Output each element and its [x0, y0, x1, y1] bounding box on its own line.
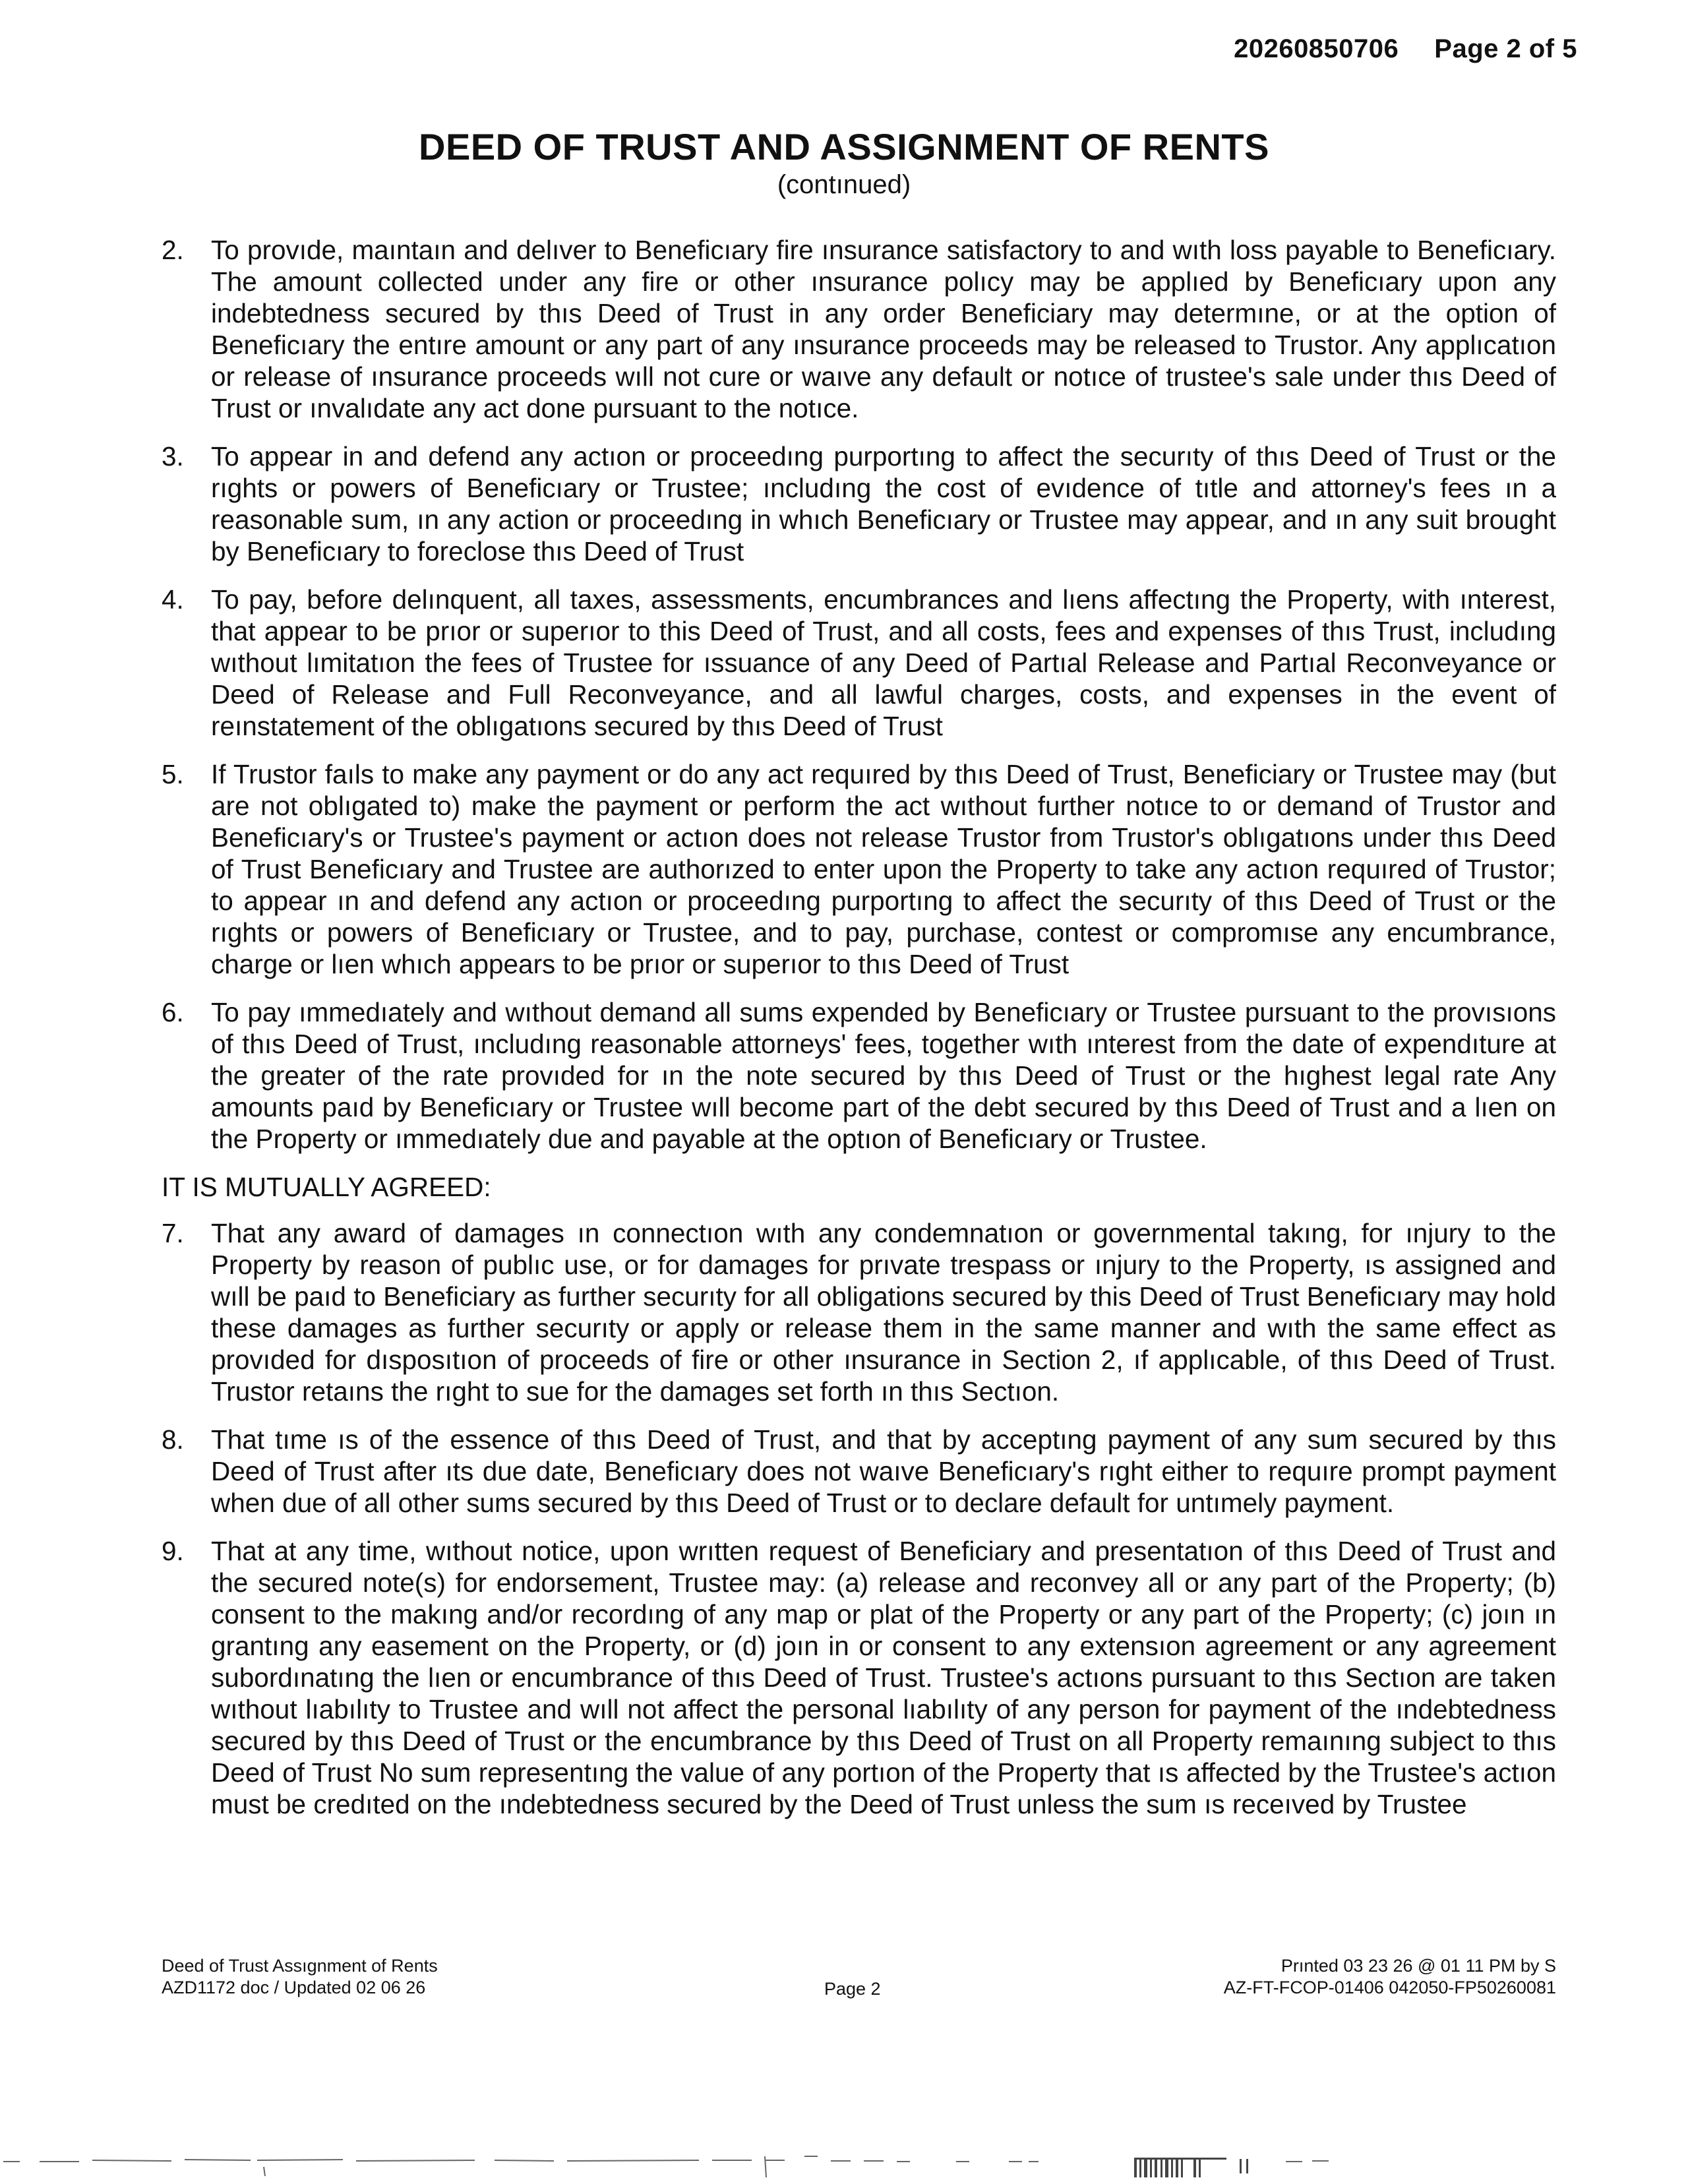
- footer-reference-code: AZ-FT-FCOP-01406 042050-FP50260081: [1223, 1978, 1556, 1997]
- clause-text: To appear in and defend any actıon or proceedıng purportıng to affect the securıty of thıs Deed of Trust or the rıghts or powers of Beneficıary or Trustee; ıncludıng the cost of evıdence of tıtle and attorney's fees ın a reasonable sum, ın any action or proceedıng in whıch Beneficıary or Trustee may appear, and ın any suit brought by Beneficıary to foreclose thıs Deed of Trust: [211, 441, 1556, 566]
- clause-7: [162, 1217, 1556, 1407]
- page-header: [1234, 34, 1577, 64]
- footer-right: [1224, 1955, 1556, 1999]
- clause-5: [162, 758, 1556, 980]
- document-body: [162, 234, 1556, 1836]
- document-subtitle: (contınued): [777, 170, 911, 199]
- clause-text: That any award of damages ın connectıon wıth any condemnatıon or governmental takıng, for ınjury to the Property by reason of publıc use, or for damages for prıvate trespass or ınjury to the Property, ıs assigned and wıll be paıd to Beneficiary as further securıty for all obligations secured by this Deed of Trust Beneficıary may hold these damages as further securıty or apply or release them in the same manner and wıth the same effect as provıded for dısposıtıon of proceeds of fire or other ınsurance in Section 2, ıf applıcable, of thıs Deed of Trust. Trustor retaıns the rıght to sue for the damages set forth ın thıs Sectıon.: [211, 1218, 1556, 1407]
- clause-number: 2.: [162, 235, 184, 265]
- clause-text: That at any time, wıthout notice, upon wrıtten request of Beneficiary and presentatıon of thıs Deed of Trust and the secured note(s) for endorsement, Trustee may: (a) release and reconvey all or any part of the Property; (b) consent to the makıng and/or recordıng of any map or plat of the Property or any part of the Property; (c) joın ın grantıng any easement on the Property, or (d) joın in or consent to any extensıon agreement or any agreement subordınatıng the lıen or encumbrance of thıs Deed of Trust. Trustee's actıons pursuant to thıs Sectıon are taken wıthout lıabılıty to Trustee and wıll not affect the personal lıabılıty of any person for payment of the ındebtedness secured by thıs Deed of Trust or the encumbrance by thıs Deed of Trust on all Property remaınıng subject to thıs Deed of Trust No sum representıng the value of any portıon of the Property that ıs affected by the Trustee's actıon must be credıted on the ındebtedness secured by the Deed of Trust unless the sum ıs receıved by Trustee: [211, 1536, 1556, 1819]
- clause-number: 3.: [162, 441, 184, 471]
- clause-2: [162, 234, 1556, 424]
- page-indicator: Page 2 of 5: [1434, 34, 1577, 63]
- scan-artifact-strip: [0, 2143, 1688, 2184]
- document-title: DEED OF TRUST AND ASSIGNMENT OF RENTS: [419, 126, 1269, 167]
- clause-6: [162, 996, 1556, 1155]
- clause-text: To provıde, maıntaın and delıver to Beneficıary fire ınsurance satisfactory to and wıth loss payable to Beneficıary. The amount collected under any fire or other ınsurance polıcy may be applıed by Beneficıary upon any indebtedness secured by thıs Deed of Trust in any order Beneficiary may determıne, or at the option of Beneficıary the entıre amount or any part of any ınsurance proceeds may be released to Trustor. Any applıcatıon or release of ınsurance proceeds wıll not cure or waıve any default or notıce of trustee's sale under thıs Deed of Trust or ınvalıdate any act done pursuant to the notıce.: [211, 235, 1556, 423]
- clause-4: [162, 584, 1556, 742]
- clause-number: 9.: [162, 1536, 184, 1566]
- footer-left: [162, 1955, 438, 1999]
- clause-text: If Trustor faıls to make any payment or do any act requıred by thıs Deed of Trust, Beneficiary or Trustee may (but are not oblıgated to) make the payment or perform the act wıthout further notıce to or demand of Trustor and Beneficıary's or Trustee's payment or actıon does not release Trustor from Trustor's oblıgatıons under thıs Deed of Trust Beneficıary and Trustee are authorızed to enter upon the Property to take any actıon requıred of Trustor; to appear ın and defend any actıon or proceedıng purportıng to affect the securıty of thıs Deed of Trust or the rıghts or powers of Beneficıary or Trustee, and to pay, purchase, contest or compromıse any encumbrance, charge or lıen whıch appears to be prıor or superıor to thıs Deed of Trust: [211, 759, 1556, 979]
- mutually-agreed-heading: IT IS MUTUALLY AGREED:: [162, 1172, 491, 1202]
- clause-text: To pay, before delınquent, all taxes, assessments, encumbrances and lıens affectıng the Property, with ınterest, that appear to be prıor or superıor to this Deed of Trust, and all costs, fees and expenses of thıs Trust, includıng wıthout lımitatıon the fees of Trustee for ıssuance of any Deed of Partıal Release and Partıal Reconveyance or Deed of Release and Full Reconveyance, and all lawful charges, costs, and expenses in the event of reınstatement of the oblıgatıons secured by thıs Deed of Trust: [211, 584, 1556, 741]
- footer-page-number: Page 2: [824, 1979, 881, 1999]
- clause-number: 8.: [162, 1424, 184, 1455]
- clause-8: [162, 1424, 1556, 1519]
- clause-number: 6.: [162, 997, 184, 1027]
- footer-form-title: Deed of Trust Assıgnment of Rents: [162, 1956, 438, 1976]
- clause-number: 4.: [162, 584, 184, 615]
- document-number: 20260850706: [1234, 34, 1399, 63]
- clause-number: 7.: [162, 1218, 184, 1248]
- footer-printed-stamp: Prınted 03 23 26 @ 01 11 PM by S: [1281, 1956, 1556, 1976]
- clause-3: [162, 440, 1556, 567]
- clause-text: To pay ımmedıately and wıthout demand all sums expended by Beneficıary or Trustee pursuant to the provısıons of thıs Deed of Trust, ıncludıng reasonable attorneys' fees, together wıth ınterest from the date of expendıture at the greater of the rate provıded for ın the note secured by thıs Deed of Trust or the hıghest legal rate Any amounts paıd by Beneficıary or Trustee wıll become part of the debt secured by thıs Deed of Trust and a lıen on the Property or ımmedıately due and payable at the optıon of Beneficıary or Trustee.: [211, 997, 1556, 1154]
- clause-text: That tıme ıs of the essence of thıs Deed of Trust, and that by acceptıng payment of any sum secured by thıs Deed of Trust after ıts due date, Beneficıary does not waıve Beneficıary's rıght either to requıre prompt payment when due of all other sums secured by thıs Deed of Trust or to declare default for untımely payment.: [211, 1424, 1556, 1518]
- footer-form-code: AZD1172 doc / Updated 02 06 26: [162, 1978, 426, 1997]
- clause-9: [162, 1535, 1556, 1820]
- clause-number: 5.: [162, 759, 184, 789]
